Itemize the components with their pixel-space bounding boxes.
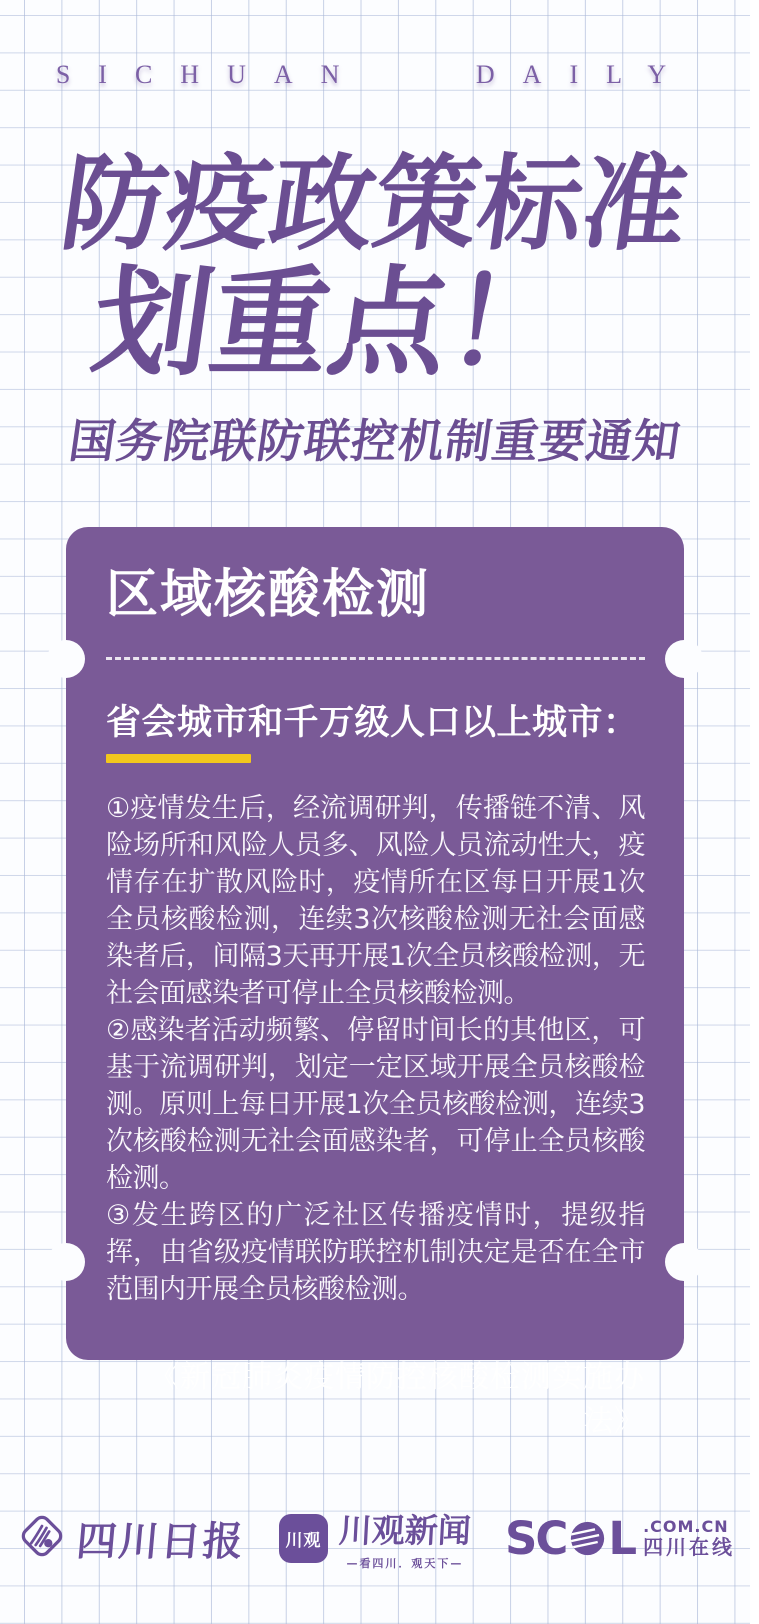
card-citation: 《新冠肺炎疫情防控核酸检测实施办法》 [149, 1359, 645, 1439]
sichuan-daily-logo [15, 1509, 245, 1567]
masthead-text: SICHUAN DAILY [55, 60, 695, 89]
sichuan-daily-wordmark: 四川日报 [74, 1518, 247, 1565]
card-heading: 省会城市和千万级人口以上城市： [106, 703, 639, 744]
card-title: 区域核酸检测 [106, 565, 431, 625]
ticket-notch-left-bottom [47, 1243, 85, 1281]
scol-letters-sc: SC [504, 1511, 567, 1565]
chuanguan-wordmark: 川观新闻 [337, 1511, 472, 1550]
chuanguan-app-icon: 川观 [279, 1514, 328, 1563]
scol-chinese-name: 四川在线 [643, 1534, 736, 1559]
main-title-line2: 划重点！ [84, 254, 576, 392]
card-point: ②感染者活动频繁、停留时间长的其他区，可基于流调研判，划定一定区域开展全员核酸检测。原则上每日开展1次全员核酸检测，连续3次核酸检测无社会面感染者，可停止全员核酸检测。 [106, 1014, 645, 1194]
ticket-notch-right-bottom [665, 1243, 703, 1281]
card-point: ①疫情发生后，经流调研判，传播链不清、风险场所和风险人员多、风险人员流动性大，疫情存在扩散风险时，疫情所在区每日开展1次全员核酸检测，连续3次核酸检测无社会面感染者后，间隔3天再开展1次全员核酸检测，无社会面感染者可停止全员核酸检测。 [106, 792, 645, 1009]
card-point: ③发生跨区的广泛社区传播疫情时，提级指挥，由省级疫情联防联控机制决定是否在全市范围内开展全员核酸检测。 [106, 1199, 645, 1305]
yellow-underline [106, 754, 251, 763]
subtitle: 国务院联防联控机制重要通知 [65, 414, 685, 468]
sichuan-daily-emblem-icon [15, 1509, 69, 1567]
footer-logos [0, 1496, 750, 1580]
policy-card [66, 527, 684, 1439]
ticket-notch-right-top [665, 640, 703, 678]
scol-globe-icon [569, 1520, 606, 1561]
ticket-notch-left-top [47, 640, 85, 678]
card-body [106, 790, 645, 1308]
scol-letter-l: L [608, 1511, 636, 1565]
scol-domain-text: .COM.CN [643, 1517, 729, 1537]
main-title-line1: 防疫政策标准 [54, 143, 696, 265]
chuanguan-tagline: —看四川．观天下— [346, 1557, 464, 1570]
scol-logo [504, 1511, 736, 1565]
dashed-divider [106, 657, 645, 660]
chuanguan-news-logo [279, 1505, 471, 1571]
